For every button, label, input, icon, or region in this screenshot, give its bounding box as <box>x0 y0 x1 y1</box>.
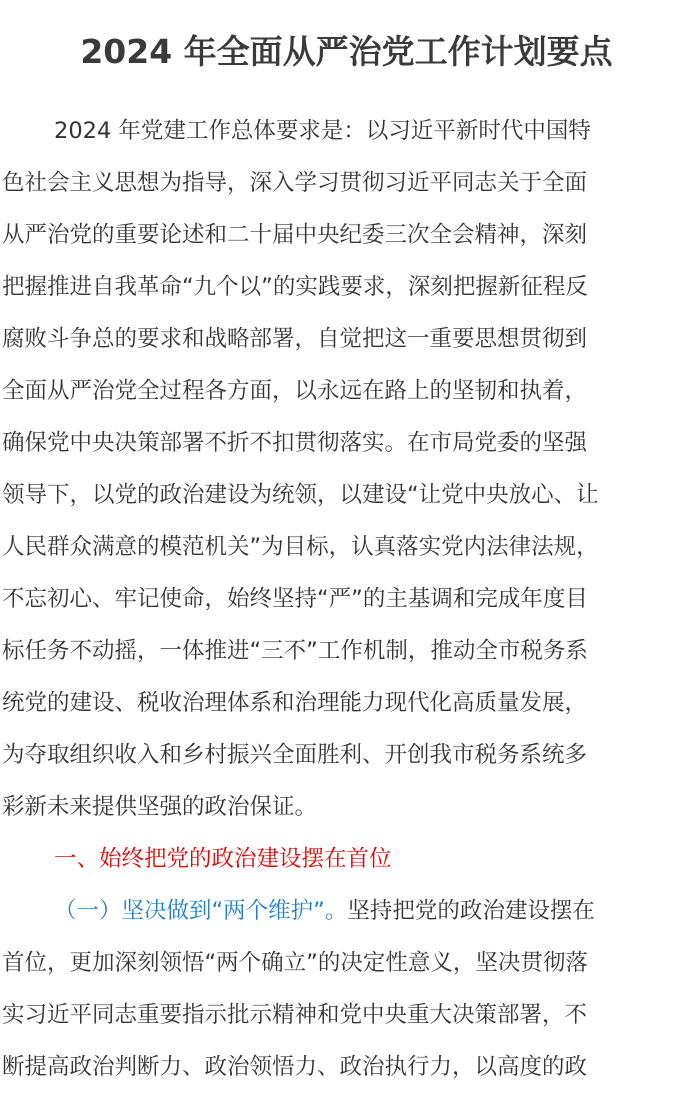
paragraph-line: 彩新未来提供坚强的政治保证。 <box>2 794 318 820</box>
paragraph-line: 人民群众满意的模范机关”为目标，认真落实党内法律法规， <box>2 534 599 560</box>
subsection-label: （一）坚决做到“两个维护”。 <box>54 898 348 924</box>
section-heading: 一、始终把党的政治建设摆在首位 <box>54 846 392 872</box>
document-body <box>2 105 691 1093</box>
paragraph-line: 实习近平同志重要指示批示精神和党中央重大决策部署，不 <box>2 1002 588 1028</box>
paragraph-general-requirements <box>2 105 691 833</box>
subsection-first-line <box>2 885 691 937</box>
paragraph-line: 断提高政治判断力、政治领悟力、政治执行力，以高度的政 <box>2 1054 588 1080</box>
paragraph-line: 全面从严治党全过程各方面，以永远在路上的坚韧和执着， <box>2 378 588 404</box>
paragraph-line: 不忘初心、牢记使命，始终坚持“严”的主基调和完成年度目 <box>2 586 588 612</box>
paragraph-line: 把握推进自我革命“九个以”的实践要求，深刻把握新征程反 <box>2 274 588 300</box>
paragraph-line: 从严治党的重要论述和二十届中央纪委三次全会精神，深刻 <box>2 222 588 248</box>
paragraph-line: 标任务不动摇，一体推进“三不”工作机制，推动全市税务系 <box>2 638 588 664</box>
paragraph-line: 领导下，以党的政治建设为统领，以建设“让党中央放心、让 <box>2 482 599 508</box>
subsection-two-safeguards <box>2 885 691 1093</box>
paragraph-line: 首位，更加深刻领悟“两个确立”的决定性意义，坚决贯彻落 <box>2 950 588 976</box>
document-title: 2024 年全面从严治党工作计划要点 <box>80 32 613 71</box>
paragraph-line: 色社会主义思想为指导，深入学习贯彻习近平同志关于全面 <box>2 170 588 196</box>
paragraph-line: 腐败斗争总的要求和战略部署，自觉把这一重要思想贯彻到 <box>2 326 588 352</box>
paragraph-line: 确保党中央决策部署不折不扣贯彻落实。在市局党委的坚强 <box>2 430 588 456</box>
paragraph-line: 2024 年党建工作总体要求是：以习近平新时代中国特 <box>54 118 591 144</box>
paragraph-line: 统党的建设、税收治理体系和治理能力现代化高质量发展， <box>2 690 588 716</box>
subsection-text: 坚持把党的政治建设摆在 <box>347 898 595 924</box>
paragraph-line: 为夺取组织收入和乡村振兴全面胜利、开创我市税务系统多 <box>2 742 588 768</box>
